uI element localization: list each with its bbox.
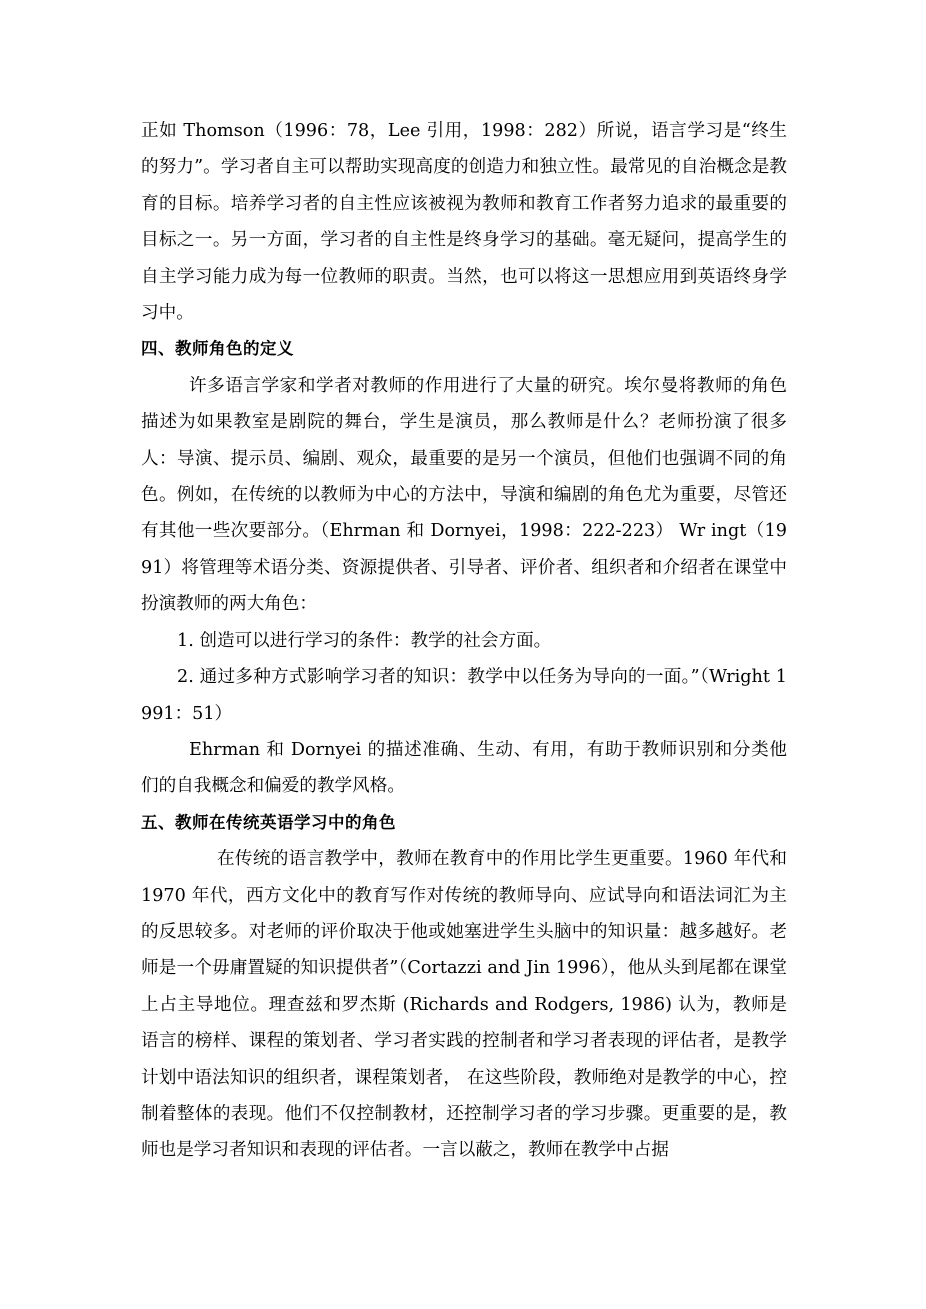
list-item-1: 1. 创造可以进行学习的条件：教学的社会方面。 [177, 630, 552, 651]
paragraph-teacher-roles-research: 许多语言学家和学者对教师的作用进行了大量的研究。埃尔曼将教师的角色描述为如果教室是剧院的舞台，学生是演员，那么教师是什么？老师扮演了很多人：导演、提示员、编剧、观众，最重要的是另一个演员，但他们也强调不同的角色。例如，在传统的以教师为中心的方法中，导演和编剧的角色尤为重要，尽管还有其他一些次要部分。（Ehrman 和 Dornyei，1998：222-223） Wr ingt（1991）将管理等术语分类、资源提供者、引导者、评价者、组织者和介绍者在课堂中扮演教师的两大角色： [141, 375, 787, 615]
document-page [141, 113, 787, 1169]
paragraph-ehrman-dornyei: Ehrman 和 Dornyei 的描述准确、生动、有用，有助于教师识别和分类他们的自我概念和偏爱的教学风格。 [141, 739, 787, 797]
section-heading-traditional-role: 五、教师在传统英语学习中的角色 [141, 812, 396, 832]
paragraph-traditional-teaching: 在传统的语言教学中，教师在教育中的作用比学生更重要。1960 年代和 1970 年代，西方文化中的教育写作对传统的教师导向、应试导向和语法词汇为主的反思较多。对老师的评价取决于他或她塞进学生头脑中的知识量：越多越好。老师是一个毋庸置疑的知识提供者”（Cortazzi and Jin 1996），他从头到尾都在课堂上占主导地位。理查兹和罗杰斯 (Richards and Rodgers, 1986) 认为，教师是语言的榜样、课程的策划者、学习者实践的控制者和学习者表现的评估者，是教学计划中语法知识的组织者，课程策划者， 在这些阶段，教师绝对是教学的中心，控制着整体的表现。他们不仅控制教材，还控制学习者的学习步骤。更重要的是，教师也是学习者知识和表现的评估者。一言以蔽之，教师在教学中占据 [141, 849, 787, 1161]
list-item-2: 2. 通过多种方式影响学习者的知识：教学中以任务为导向的一面。”（Wright 1991：51） [141, 667, 787, 724]
section-heading-teacher-role-definition: 四、教师角色的定义 [141, 339, 294, 359]
paragraph-lifelong-learning: 正如 Thomson（1996：78，Lee 引用，1998：282）所说，语言学习是“终生的努力”。学习者自主可以帮助实现高度的创造力和独立性。最常见的自治概念是教育的目标。培养学习者的自主性应该被视为教师和教育工作者努力追求的最重要的目标之一。另一方面，学习者的自主性是终身学习的基础。毫无疑问，提高学生的自主学习能力成为每一位教师的职责。当然，也可以将这一思想应用到英语终身学习中。 [141, 121, 787, 324]
